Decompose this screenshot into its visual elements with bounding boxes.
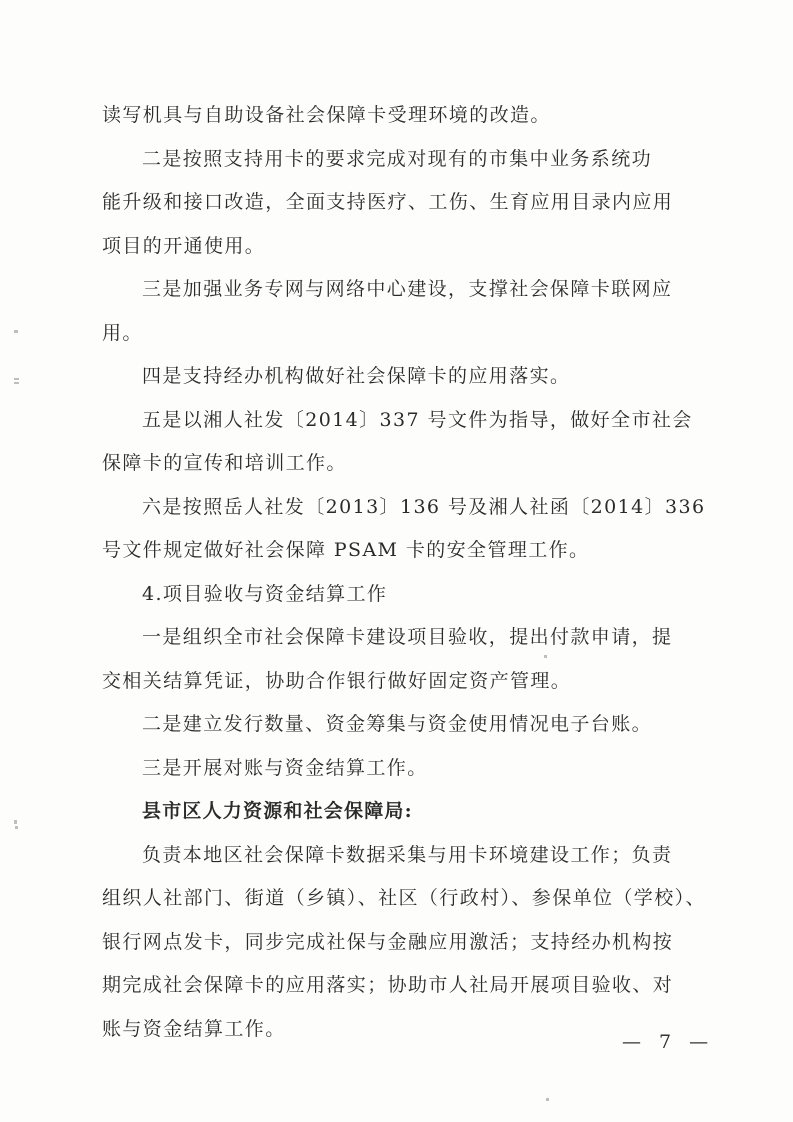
bold-section-heading: 县市区人力资源和社会保障局: — [142, 800, 413, 822]
paragraph-line: 二是按照支持用卡的要求完成对现有的市集中业务系统功 — [142, 147, 653, 170]
paragraph-line: 银行网点发卡，同步完成社保与金融应用激活；支持经办机构按 — [102, 930, 674, 953]
paragraph-line: 负责本地区社会保障卡数据采集与用卡环境建设工作；负责 — [142, 843, 673, 866]
scan-speck — [546, 1098, 549, 1101]
paragraph-line: 三是加强业务专网与网络中心建设，支撑社会保障卡联网应 — [142, 278, 673, 300]
scan-speck — [14, 382, 19, 384]
paragraph-line: 五是以湘人社发〔2014〕337 号文件为指导，做好全市社会 — [142, 408, 693, 431]
paragraph-line: 能升级和接口改造，全面支持医疗、工伤、生育应用目录内应用 — [102, 191, 674, 213]
paragraph-line: 三是开展对账与资金结算工作。 — [142, 756, 428, 779]
section-heading: 4.项目验收与资金结算工作 — [142, 582, 388, 605]
scan-speck — [14, 378, 19, 380]
paragraph-line: 读写机具与自助设备社会保障卡受理环境的改造。 — [102, 104, 551, 126]
paragraph-line: 组织人社部门、街道（乡镇）、社区（行政村）、参保单位（学校）、 — [102, 887, 706, 909]
scan-speck — [15, 826, 18, 829]
scan-speck — [14, 330, 18, 333]
paragraph-line: 账与资金结算工作。 — [102, 1017, 286, 1040]
paragraph-line: 交相关结算凭证，协助合作银行做好固定资产管理。 — [102, 669, 572, 692]
paragraph-line: 一是组织全市社会保障卡建设项目验收，提出付款申请，提 — [142, 626, 673, 648]
page-number: — 7 — — [622, 1031, 715, 1053]
paragraph-line: 用。 — [102, 321, 143, 344]
scan-speck — [14, 820, 17, 824]
paragraph-line: 项目的开通使用。 — [102, 234, 266, 257]
scan-speck — [544, 655, 547, 658]
paragraph-line: 期完成社会保障卡的应用落实；协助市人社局开展项目验收、对 — [102, 974, 674, 996]
paragraph-line: 四是支持经办机构做好社会保障卡的应用落实。 — [142, 365, 571, 387]
paragraph-line: 二是建立发行数量、资金筹集与资金使用情况电子台账。 — [142, 713, 653, 735]
paragraph-line: 六是按照岳人社发〔2013〕136 号及湘人社函〔2014〕336 — [142, 495, 706, 518]
paragraph-line: 保障卡的宣传和培训工作。 — [102, 452, 347, 474]
document-body — [102, 94, 706, 1051]
paragraph-line: 号文件规定做好社会保障 PSAM 卡的安全管理工作。 — [102, 539, 590, 561]
